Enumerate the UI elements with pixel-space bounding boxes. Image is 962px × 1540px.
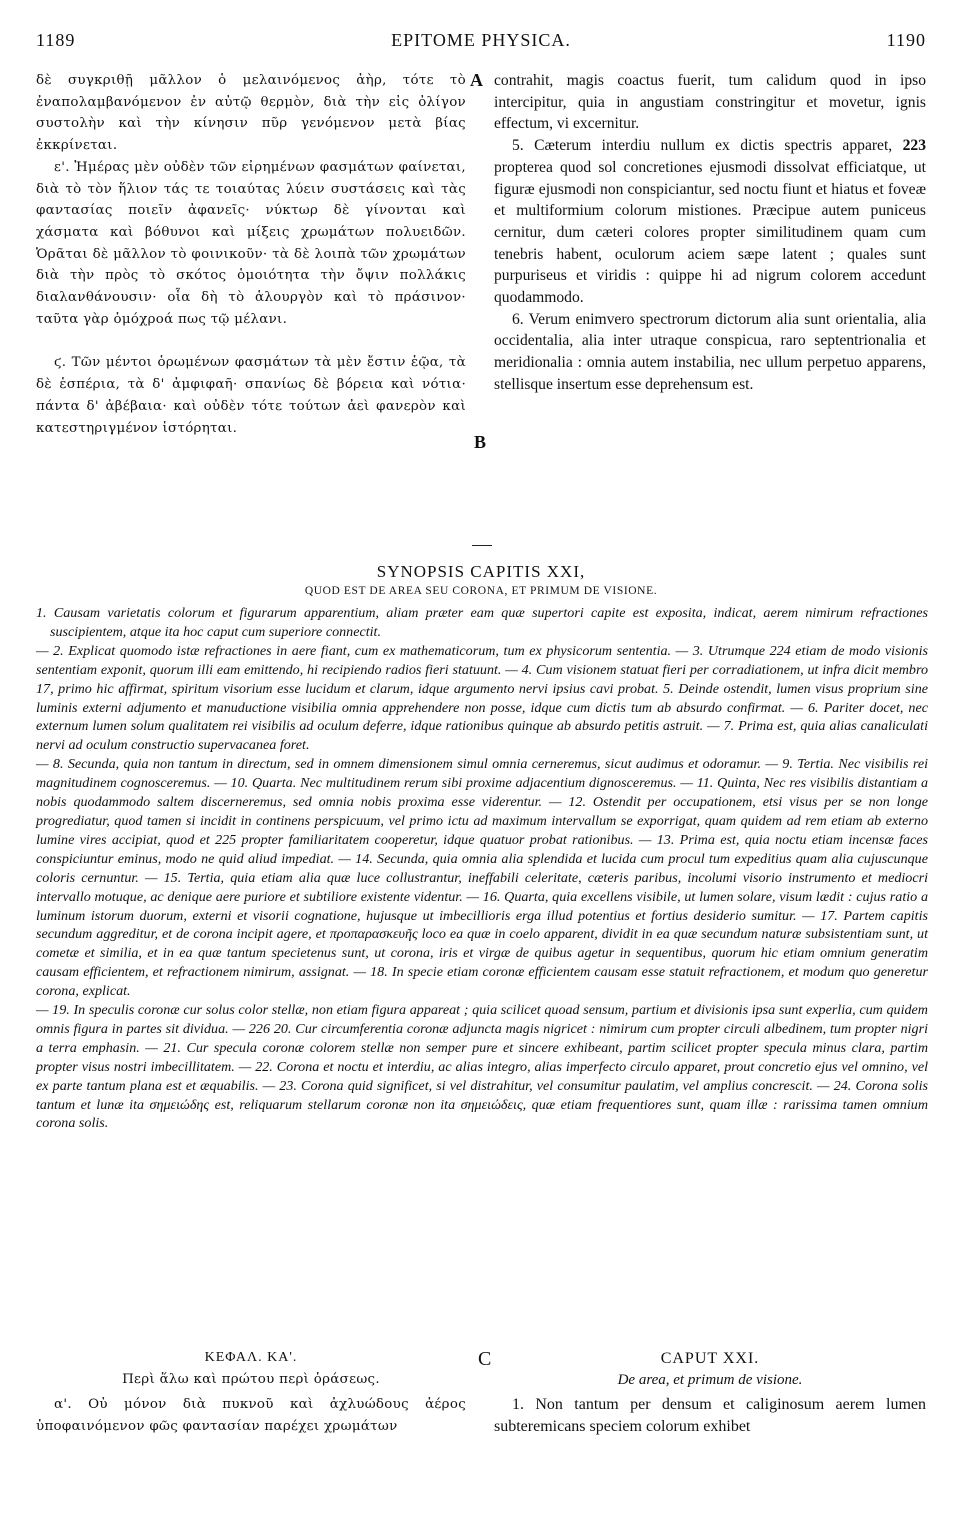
synopsis-body xyxy=(36,604,928,1133)
latin-chapter-heading: CAPUT XXI. xyxy=(660,1350,760,1367)
latin-paragraph-1: contrahit, magis coactus fuerit, tum calidum quod in ipso intercipitur, quia in angustiam constringitur et movetur, ignis effectum, vi excernitur. xyxy=(494,72,926,133)
synopsis-line-4: — 19. In speculis coronæ cur solus color stellæ, non etiam figura appareat ; quia scilicet quoad sensum, partium et divisionis ipsa sunt experlia, cum quidem omnis figura in partes sit dividua. — 226 20. Cur circumferentia coronæ adjuncta magis nigricet : nimirum cum propter circuli albedinem, tum propter nigri a terra emphasin. — 21. Cur specula coronæ colorem stellæ non semper pure et sincere exhibeant, partim scilicet propter specula minus clara, partim propter visus nostri imbecillitatem. — 22. Corona et noctu et interdiu, ac alias integro, alias imperfecto circulo apparet, prout concretio ejus vel omnino, vel ex parte tantum plana est et æquabilis. — 23. Corona quid significet, si vel distrahitur, vel consumitur paulatim, vel amplius concrescit. — 24. Corona solis tantum et lunæ ita σημειώδης est, reliquarum stellarum coronæ non ita σημειώδεις, quæ etiam frequentiores sunt, quam illæ : rarissima tamen omnium corona solis. xyxy=(36,1002,928,1132)
latin-paragraph-2 xyxy=(494,135,926,309)
greek-paragraph-3: ϛ. Τῶν μέντοι ὁρωμένων φασμάτων τὰ μὲν ἔστιν ἑῷα, τὰ δὲ ἑσπέρια, τὰ δ' ἀμφιφαῆ· σπανίως δὲ βόρεια καὶ νότια· πάντα δ' ἀβέβαια· καὶ οὐδὲν τότε τούτων ἀεὶ φανερὸν καὶ κατεστηριγμένον ἱστόρηται. xyxy=(36,355,466,436)
page-number-right: 1190 xyxy=(886,30,926,50)
margin-marker-a: A xyxy=(470,70,483,90)
section-divider xyxy=(472,545,492,546)
greek-paragraph-2: ε'. Ἡμέρας μὲν οὐδὲν τῶν εἰρημένων φασμάτων φαίνεται, διὰ τὸ τὸν ἥλιον τάς τε τοιαύτας λύειν συστάσεις καὶ τὰς φαντασίας ποιεῖν ἀφανεῖς· νύκτωρ δὲ γίνονται καὶ χάσματα καὶ βόθυνοι καὶ μίξεις χρωμάτων πολυειδῶν. Ὁρᾶται δὲ μᾶλλον τὸ φοινικοῦν· τὰ δὲ λοιπὰ τῶν χρωμάτων διὰ τὴν πρὸς τὸ σκότος ὁμοιότητα τὴν ὄψιν πολλάκις διαλανθάνουσιν· οἷα δὴ τὸ ἁλουργὸν καὶ τὸ πράσινον· ταῦτα γὰρ ὁμόχροά πως τῷ μέλανι. xyxy=(36,159,466,327)
synopsis-title: SYNOPSIS CAPITIS XXI, xyxy=(376,562,586,581)
synopsis-line-2: — 2. Explicat quomodo istæ refractiones in aere fiant, cum ex mathematicorum, tum ex physicorum sententia. — 3. Utrumque 224 etiam de modo visionis sententiam exponit, quorum illi eam emittendo, hi recipiendo radios fieri statuunt. — 4. Cum visionem statuat fieri per corradiationem, ut infra dicit membro 17, primo hic affirmat, spiritum visorium esse lucidum et clarum, idque argumento nervi ipsius cavi probat. 5. Deinde ostendit, lumen visus proprium sine luminis externi adjumento et manuductione visibilia omnia apprehendere non posse, idque cum dictis tum ab absurdo confirmat. — 6. Pariter docet, nec externum lumen solum qualitatem rei visibilis ad oculum deferre, idque rationibus quinque ab absurdo petitis astruit. — 7. Prima est, quia alias canaliculati nervi ad oculum constructio supervacanea foret. xyxy=(36,642,928,754)
latin-paragraph-2-start: 5. Cæterum interdiu nullum ex dictis spectris apparet, xyxy=(512,137,893,155)
synopsis-line-3: — 8. Secunda, quia non tantum in directum, sed in omnem dimensionem simul omnia cerneremus, sicut audimus et odoramur. — 9. Tertia. Nec visibilis rei magnitudinem cognosceremus. — 10. Quarta. Nec multitudinem rerum sibi proxime adjacentium dignosceremus. — 11. Quinta, Nec res visibilis distantiam a nobis quodammodo saltem discerneremus, sed omnia nobis proxima esse viderentur. — 12. Ostendit per occupationem, etsi visus per se non longe progrediatur, quod tamen si incidit in continens perspicuum, vel primo ictu ad maximum intervallum se exporrigat, quam quidem ad rem etiam ab externo lumine vires accipiat, quod et 225 propter familiaritatem cooperetur, idque quatuor probat rationibus. — 13. Prima est, quia noctu etiam incensæ faces conspiciuntur eminus, modo ne quid aliud impediat. — 14. Secunda, quia omnia alia splendida et lucida cum procul tum expeditius quam alia cujuscunque coloris cernuntur. — 15. Tertia, quia etiam alia quæ luce collustrantur, ineffabili celeritate, cæteris paribus, incolumi visorio instrumento et mediocri intervallo motuque, ac denique aere puriore et subtiliore existente videntur. — 16. Quarta, quia excellens visibile, ut lumen solare, visum lædit : cujus ratio a luminum istorum duorum, externi et visorii cognatione, hujusque ut imbecillioris erga illud potentius et fortius desiderio sumitur. — 17. Partem capitis secundum aggreditur, et de corona incipit agere, et προπαρασκευῆς loco ea quæ in coelo apparent, dividit in ea quæ secundum naturæ subsistentiam sunt, ut cometæ et similia, et in ea quæ tantum specietenus sunt, ut corona, iris et virgæ de quibus agetur in sequentibus, quorum hic etiam omnium generatim causam efficientem, et refractionem nimirum, assignat. — 18. In specie etiam coronæ efficientem causam esse statuit refractionem, et modum quo generetur corona, explicat. xyxy=(36,756,928,1000)
synopsis-line-1: 1. Causam varietatis colorum et figurarum apparentium, aliam præter eam quæ supertori capite est exposita, indicat, aerem nimirum refractiones suscipientem, atque ita hoc caput cum superiore connectit. xyxy=(36,605,928,640)
greek-chapter-heading: ΚΕΦΑΛ. ΚΑ'. xyxy=(204,1350,298,1365)
latin-paragraph-2-rest: propterea quod sol concretiones ejusmodi dissolvat efficiatque, ut figuræ ejusmodi non conspiciantur, sed noctu fiunt et hiatus et foveæ et multiformium colorum mistiones. Præcipue autem puniceus cernitur, dum cæteri colores propter similitudinem quam cum tenebris habent, oculorum aciem sæpe latent ; quales sunt purpuriseus et viridis : quippe hi ad nigrum colorem accedunt quodammodo. xyxy=(494,158,926,307)
margin-reference-223: 223 xyxy=(902,137,926,155)
page-number-left: 1189 xyxy=(36,30,76,50)
running-title: EPITOME PHYSICA. xyxy=(391,30,571,50)
greek-chapter-text: α'. Οὐ μόνον διὰ πυκνοῦ καὶ ἀχλυώδους ἀέρος ὑποφαινόμενον φῶς φαντασίαν παρέχει χρωμάτων xyxy=(36,1397,466,1434)
greek-column-top xyxy=(36,70,466,439)
latin-column-top xyxy=(494,70,926,396)
margin-marker-b: B xyxy=(474,432,487,452)
greek-chapter-subheading: Περὶ ἅλω καὶ πρώτου περὶ ὁράσεως. xyxy=(122,1372,380,1387)
latin-chapter-text: 1. Non tantum per densum et caliginosum aerem lumen subteremicans speciem colorum exhibet xyxy=(494,1396,926,1435)
latin-paragraph-3: 6. Verum enimvero spectrorum dictorum alia sunt orientalia, alia occidentalia, alia inter utraque conspicua, raro septentrionalia et meridionalia : omnia autem instabilia, nec ullum perpetuo apparens, stellisque insertum esse deprehensum est. xyxy=(494,310,926,393)
greek-paragraph-1: δὲ συγκριθῇ μᾶλλον ὁ μελαινόμενος ἀὴρ, τότε τὸ ἐναπολαμβανόμενον ἐν αὐτῷ θερμὸν, διὰ τὴν εἰς ὀλίγον συστολὴν καὶ τὴν κίνησιν πῦρ γενόμενον μετὰ βίας ἐκκρίνεται. xyxy=(36,73,466,154)
synopsis-subtitle: QUOD EST DE AREA SEU CORONA, ET PRIMUM DE VISIONE. xyxy=(304,585,658,597)
latin-chapter-subheading: De area, et primum de visione. xyxy=(617,1372,803,1388)
margin-marker-c: C xyxy=(478,1348,492,1370)
